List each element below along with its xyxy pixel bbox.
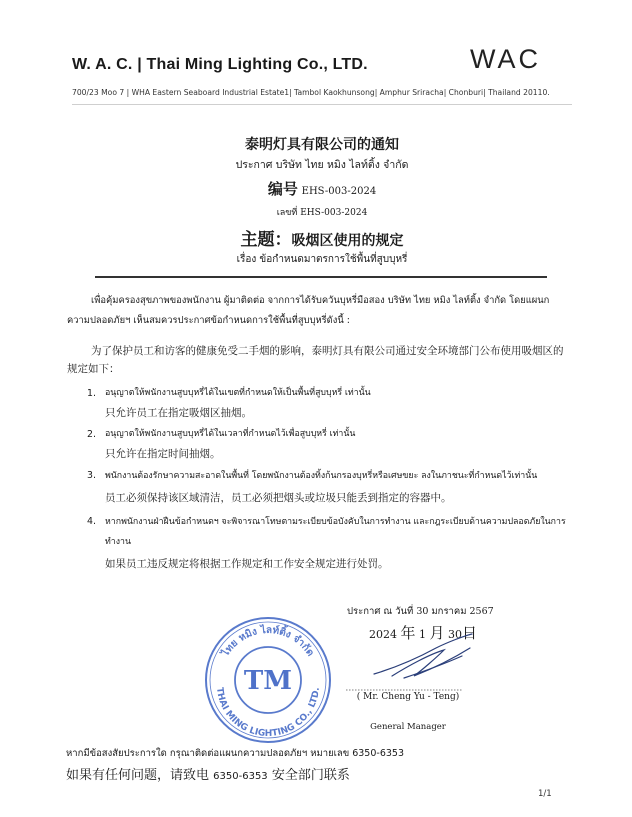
date-day: 30 [448, 628, 463, 641]
item-text-cn: 只允许在指定时间抽烟。 [105, 448, 221, 460]
notice-subject-cn [72, 225, 572, 250]
company-stamp [203, 615, 333, 745]
intro-paragraph-th: เพื่อคุ้มครองสุขภาพของพนักงาน ผู้มาติดต่อ จากการได้รับควันบุหรี่มือสอง บริษัท ไทย หมิง ไลท์ติ้ง จำกัด โดยแผนกความปลอดภัยฯ เห็นสมควรประกาศข้อกำหนดการใช้พื้นที่สูบบุหรี่ดังนี้ : [67, 295, 550, 326]
signer-name: ( Mr. Cheng Yu - Teng) [356, 692, 460, 702]
notice-number-cn [72, 178, 572, 199]
rules-list [67, 384, 567, 574]
item-text-th: อนุญาตให้พนักงานสูบบุหรี่ได้ในเวลาที่กำหนดไว้เพื่อสูบบุหรี่ เท่านั้น [105, 429, 356, 439]
contact-cn-a: 如果有任何问题，请致电 [66, 768, 210, 783]
notice-subject-th: เรื่อง ข้อกำหนดมาตรการใช้พื้นที่สูบบุหรี่ [236, 254, 408, 265]
stamp-top-text: ไทย หมิง ไลท์ติ้ง จำกัด [220, 624, 316, 659]
announce-date-th: ประกาศ ณ วันที่ 30 มกราคม 2567 [347, 606, 494, 617]
item-number: 3. [87, 470, 96, 481]
signer-title: General Manager [370, 722, 446, 732]
company-address: 700/23 Moo 7 | WHA Eastern Seaboard Industrial Estate1| Tambol Kaokhunsong| Amphur Sriracha| Chonburi| Thailand 20110. [72, 88, 550, 97]
contact-phone: 6350-6353 [213, 771, 268, 782]
number-label: 编号 [267, 180, 298, 198]
item-text-cn: 员工必须保持该区域清洁，员工必须把烟头或垃圾只能丢到指定的容器中。 [105, 492, 452, 504]
item-number: 4. [87, 516, 96, 527]
date-month: 1 [419, 628, 427, 641]
list-item [67, 512, 567, 574]
footer-contact-th: หากมีข้อสงสัยประการใด กรุณาติดต่อแผนกความปลอดภัยฯ หมายเลข 6350-6353 [66, 748, 405, 759]
company-name: W. A. C. | Thai Ming Lighting Co., LTD. [72, 56, 368, 73]
wac-logo: WAC [470, 44, 541, 74]
stamp-center-text: TM [243, 666, 293, 696]
subject-text: 吸烟区使用的规定 [291, 233, 404, 249]
number-value: EHS-003-2024 [301, 186, 377, 197]
date-day-unit: 日 [462, 624, 478, 642]
notice-number-th: เลขที่ EHS-003-2024 [276, 208, 368, 218]
footer-contact-cn [66, 764, 350, 783]
subject-label: 主题： [240, 230, 292, 250]
list-item [67, 466, 567, 508]
stamp-bottom-text: THAI MING LIGHTING CO., LTD. [213, 686, 322, 740]
item-text-th: อนุญาตให้พนักงานสูบบุหรี่ได้ในเขตที่กำหนดให้เป็นพื้นที่สูบบุหรี่ เท่านั้น [105, 388, 371, 398]
item-number: 2. [87, 429, 96, 440]
header-divider [72, 104, 572, 105]
contact-cn-b: 安全部门联系 [271, 768, 350, 783]
date-year: 2024 [369, 628, 397, 641]
manager-signature [344, 630, 484, 694]
item-text-th: พนักงานต้องรักษาความสะอาดในพื้นที่ โดยพนักงานต้องทิ้งก้นกรองบุหรี่หรือเศษขยะ ลงในภาชนะที่กำหนดไว้เท่านั้น [105, 471, 538, 481]
item-text-cn: 如果员工违反规定将根据工作规定和工作安全规定进行处罚。 [105, 558, 389, 570]
date-month-unit: 月 [429, 624, 445, 642]
item-text-cn: 只允许员工在指定吸烟区抽烟。 [105, 407, 252, 419]
list-item [67, 384, 567, 423]
page-number: 1/1 [538, 789, 552, 799]
list-item [67, 425, 567, 464]
notice-title-th: ประกาศ บริษัท ไทย หมิง ไลท์ติ้ง จำกัด [235, 159, 409, 171]
title-divider [95, 276, 547, 278]
notice-title-cn: 泰明灯具有限公司的通知 [245, 137, 399, 153]
date-year-unit: 年 [400, 624, 416, 642]
item-number: 1. [87, 388, 96, 399]
intro-paragraph-cn: 为了保护员工和访客的健康免受二手烟的影响，泰明灯具有限公司通过安全环境部门公布使用吸烟区的规定如下： [67, 345, 564, 375]
item-text-th: หากพนักงานฝ่าฝืนข้อกำหนดฯ จะพิจารณาโทษตามระเบียบข้อบังคับในการทำงาน และกฎระเบียบด้านความปลอดภัยในการทำงาน [105, 517, 566, 547]
